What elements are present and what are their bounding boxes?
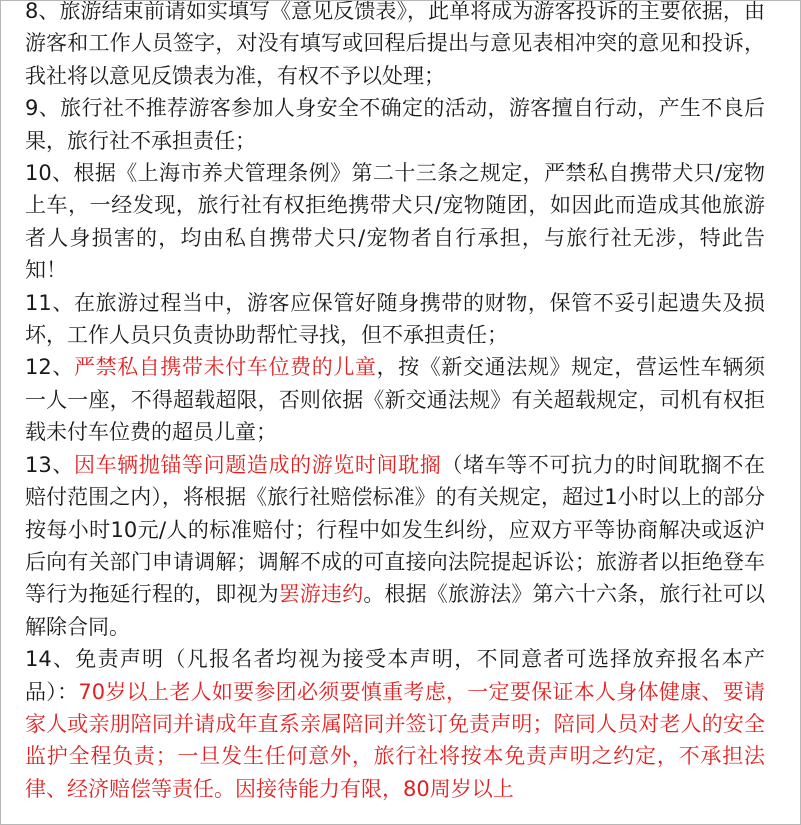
clause-text: 8、旅游结束前请如实填写《意见反馈表》，此单将成为游客投诉的主要依据，由游客和工作人员签字，对没有填写或回程后提出与意见表相冲突的意见和投诉，我社将以意见反馈表为准，有权不予以处理； [25, 0, 765, 88]
clause-13 [25, 449, 765, 643]
clause-highlight: 严禁私自携带未付车位费的儿童 [73, 355, 377, 380]
clause-text: 。根据《旅游法》第六十六条，旅行社可以解除合同。 [25, 582, 766, 639]
clause-highlight: 70岁以上老人如要参团必须要慎重考虑，一定要保证本人身体健康、要请家人或亲朋陪同并请成年直系亲属陪同并签订免责声明；陪同人员对老人的安全监护全程负责；一旦发生任何意外，旅行社将按本免责声明之约定，不承担法律、经济赔偿等责任。因接待能力有限，80周岁以上 [25, 679, 765, 801]
clause-text: 12、 [25, 355, 74, 380]
clause-text: 10、根据《上海市养犬管理条例》第二十三条之规定，严禁私自携带犬只/宠物上车，一经发现，旅行社有权拒绝携带犬只/宠物随团，如因此而造成其他旅游者人身损害的，均由私自携带犬只/宠物者自行承担，与旅行社无涉，特此告知！ [25, 161, 765, 283]
clause-text: 14、免责声明（凡报名者均视为接受本声明，不同意者可选择放弃报名本产品）： [25, 647, 765, 704]
clause-14 [25, 643, 765, 805]
clause-10 [25, 157, 765, 287]
clause-text: 13、 [25, 452, 74, 477]
terms-document [25, 0, 765, 805]
clause-text: 9、旅行社不推荐游客参加人身安全不确定的活动，游客擅自行动，产生不良后果，旅行社不承担责任； [25, 96, 765, 153]
clause-text: ，按《新交通法规》规定，营运性车辆须一人一座，不得超载超限，否则依据《新交通法规》有关超载规定，司机有权拒载未付车位费的超员儿童； [25, 355, 766, 445]
clause-12 [25, 351, 765, 448]
clause-text: （堵车等不可抗力的时间耽搁不在赔付范围之内），将根据《旅行社赔偿标准》的有关规定，超过1小时以上的部分按每小时10元/人的标准赔付；行程中如发生纠纷，应双方平等协商解决或返沪后向有关部门申请调解；调解不成的可直接向法院提起诉讼；旅游者以拒绝登车等行为拖延行程的，即视为 [25, 452, 766, 607]
clause-11 [25, 287, 765, 352]
clause-text: 11、在旅游过程当中，游客应保管好随身携带的财物，保管不妥引起遗失及损坏，工作人员只负责协助帮忙寻找，但不承担责任； [25, 290, 765, 348]
clause-highlight: 因车辆抛锚等问题造成的游览时间耽搁 [73, 452, 442, 477]
clause-9 [25, 92, 765, 157]
clause-8 [25, 0, 765, 92]
clause-highlight: 罢游违约 [278, 582, 364, 607]
